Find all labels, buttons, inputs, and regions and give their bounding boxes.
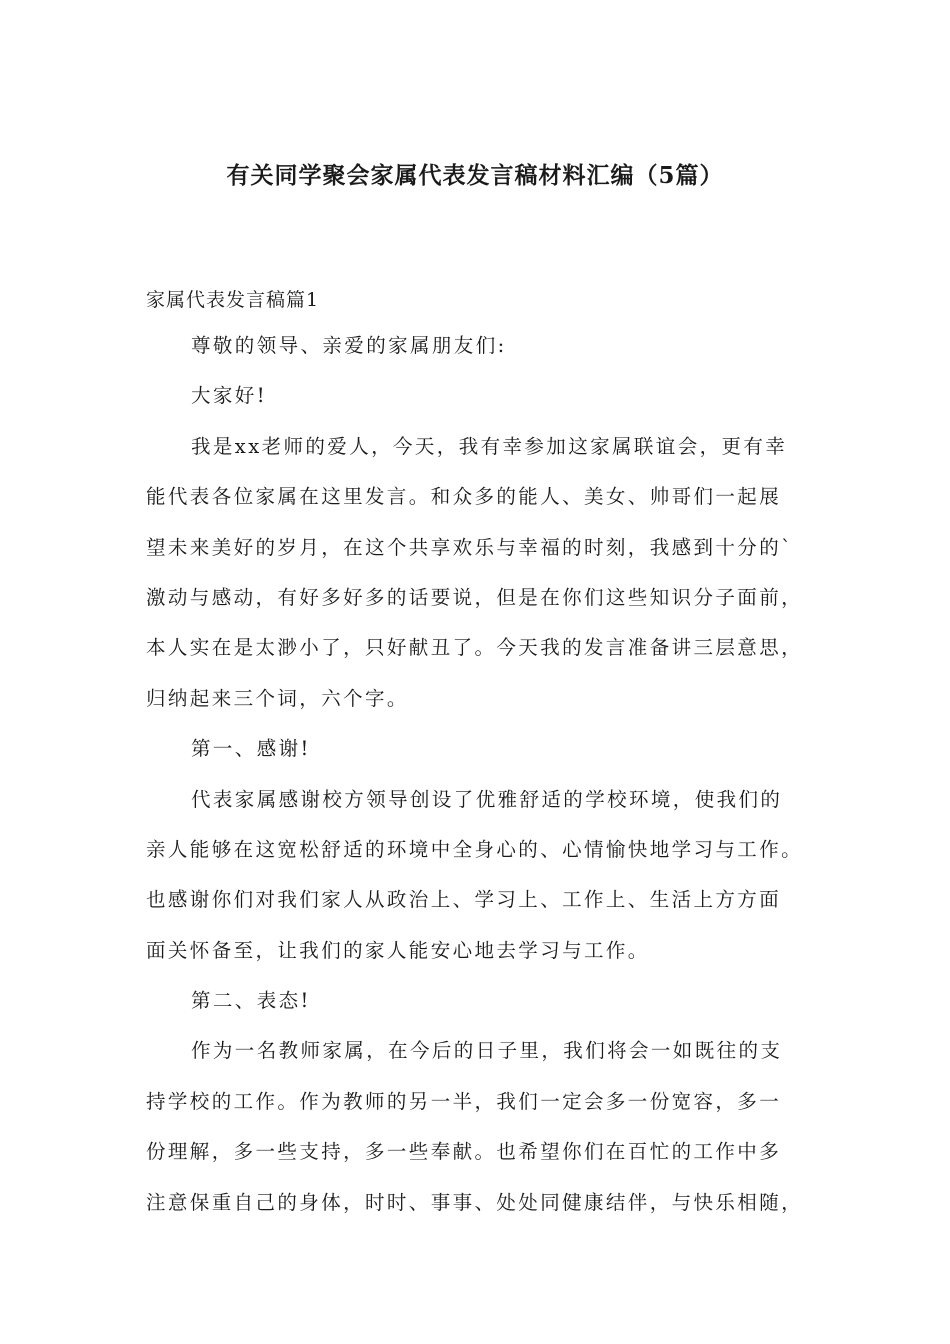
text-line: 第二、表态! [191, 989, 311, 1013]
text-line: 代表家属感谢校方领导创设了优雅舒适的学校环境，使我们的 [191, 787, 783, 811]
text-line: 激动与感动，有好多好多的话要说，但是在你们这些知识分子面前， [146, 585, 804, 609]
text-line: 尊敬的领导、亲爱的家属朋友们: [191, 334, 507, 357]
text-line: 份理解，多一些支持，多一些奉献。也希望你们在百忙的工作中多 [146, 1140, 782, 1164]
text-line: 持学校的工作。作为教师的另一半，我们一定会多一份宽容，多一 [146, 1089, 782, 1113]
text-line: 作为一名教师家属，在今后的日子里，我们将会一如既往的支 [191, 1039, 783, 1063]
document-body [146, 331, 806, 1238]
text-line: 大家好! [191, 384, 267, 408]
text-line: 面关怀备至，让我们的家人能安心地去学习与工作。 [146, 938, 650, 962]
text-line: 能代表各位家属在这里发言。和众多的能人、美女、帅哥们一起展 [146, 485, 782, 509]
text-line: 本人实在是太渺小了，只好献丑了。今天我的发言准备讲三层意思， [146, 636, 804, 660]
text-line: 注意保重自己的身体，时时、事事、处处同健康结伴，与快乐相随， [146, 1190, 804, 1214]
text-line: 亲人能够在这宽松舒适的环境中全身心的、心情愉快地学习与工作。 [146, 837, 804, 861]
text-line: 我是xx老师的爱人，今天，我有幸参加这家属联谊会，更有幸 [191, 434, 788, 458]
text-line: 归纳起来三个词，六个字。 [146, 686, 409, 710]
section-heading: 家属代表发言稿篇1 [146, 289, 320, 311]
text-line: 第一、感谢! [191, 737, 311, 761]
document-title: 有关同学聚会家属代表发言稿材料汇编（5篇） [226, 162, 724, 189]
text-line: 望未来美好的岁月，在这个共享欢乐与幸福的时刻，我感到十分的` [146, 535, 794, 559]
text-line: 也感谢你们对我们家人从政治上、学习上、工作上、生活上方方面 [146, 888, 782, 912]
